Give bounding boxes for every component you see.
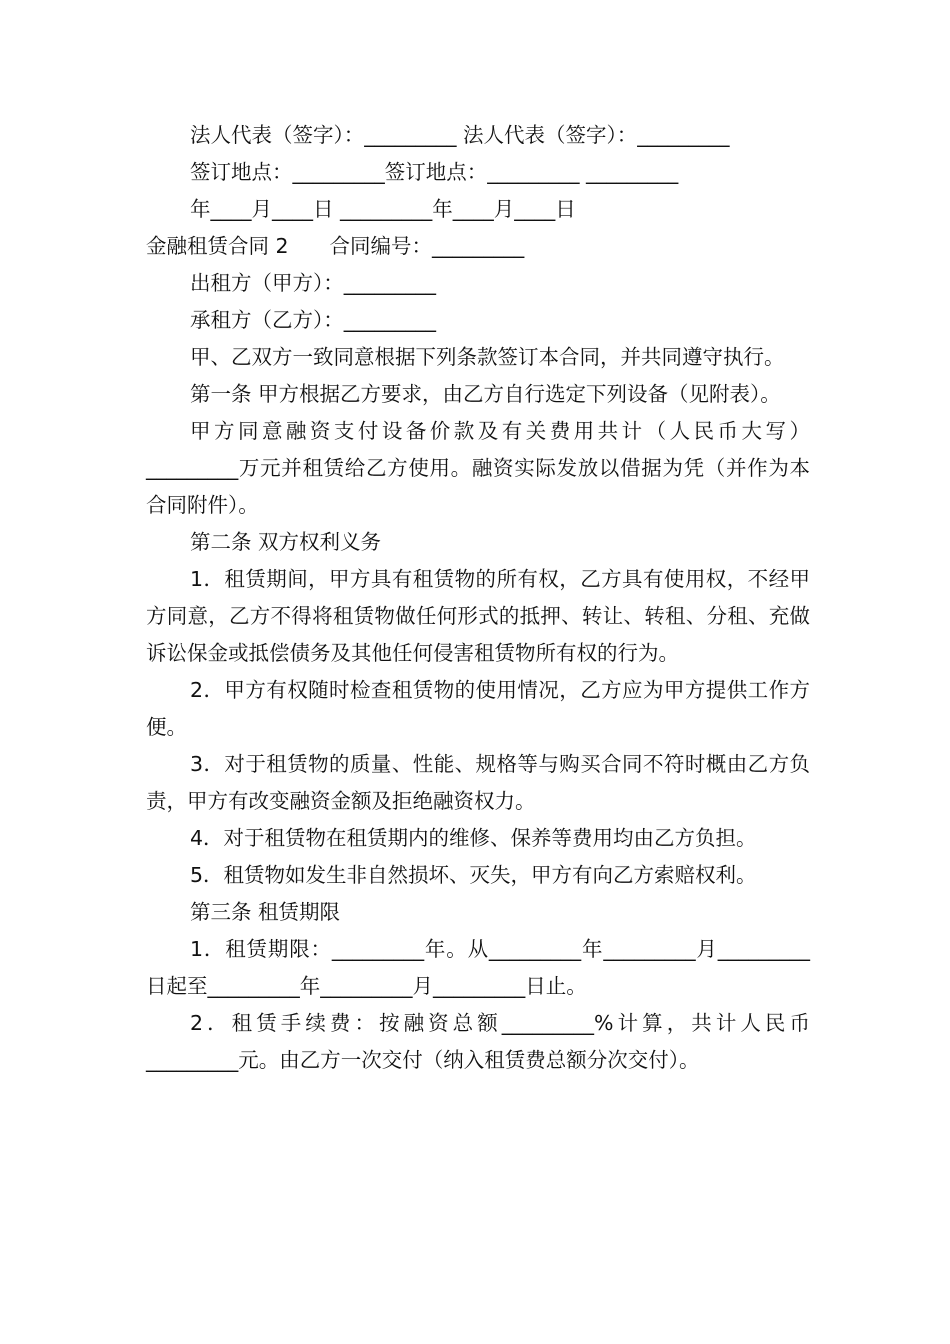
article-2-heading: 第二条 双方权利义务 xyxy=(190,530,382,554)
article-3-heading: 第三条 租赁期限 xyxy=(190,900,341,924)
article-1-funding-paragraph: 甲方同意融资支付设备价款及有关费用共计（人民币大写）_________万元并租赁给乙方使用。融资实际发放以借据为凭（并作为本合同附件）。 xyxy=(146,419,810,517)
article-3-item-1: 1．租赁期限：_________年。从_________年_________月_________日起至_________年_________月_________日止。 xyxy=(146,937,810,998)
article-1-paragraph: 第一条 甲方根据乙方要求，由乙方自行选定下列设备（见附表）。 xyxy=(190,382,781,406)
article-3-item-2: 2．租赁手续费：按融资总额_________%计算，共计人民币_________元。由乙方一次交付（纳入租赁费总额分次交付）。 xyxy=(146,1011,810,1072)
article-2-item-4: 4．对于租赁物在租赁期内的维修、保养等费用均由乙方负担。 xyxy=(190,826,757,850)
article-2-item-2: 2．甲方有权随时检查租赁物的使用情况，乙方应为甲方提供工作方便。 xyxy=(146,678,810,739)
lessor-line: 出租方（甲方）：_________ xyxy=(190,271,436,295)
article-2-item-1: 1．租赁期间，甲方具有租赁物的所有权，乙方具有使用权，不经甲方同意，乙方不得将租赁物做任何形式的抵押、转让、转租、分租、充做诉讼保金或抵偿债务及其他任何侵害租赁物所有权的行为。 xyxy=(146,567,810,665)
signing-date-line: 年____月____日 _________年____月____日 xyxy=(190,197,576,221)
article-2-item-5: 5．租赁物如发生非自然损坏、灭失，甲方有向乙方索赔权利。 xyxy=(190,863,757,887)
lessee-line: 承租方（乙方）：_________ xyxy=(190,308,436,332)
contract-title-line: 金融租赁合同 2 合同编号：_________ xyxy=(146,234,525,258)
article-2-item-3: 3．对于租赁物的质量、性能、规格等与购买合同不符时概由乙方负责，甲方有改变融资金额及拒绝融资权力。 xyxy=(146,752,810,813)
signature-representative-line: 法人代表（签字）：_________ 法人代表（签字）：_________ xyxy=(190,123,730,147)
document-body xyxy=(146,117,810,1079)
intro-paragraph: 甲、乙双方一致同意根据下列条款签订本合同，并共同遵守执行。 xyxy=(190,345,785,369)
signing-place-line: 签订地点：_________签订地点：_________ _________ xyxy=(190,160,679,184)
